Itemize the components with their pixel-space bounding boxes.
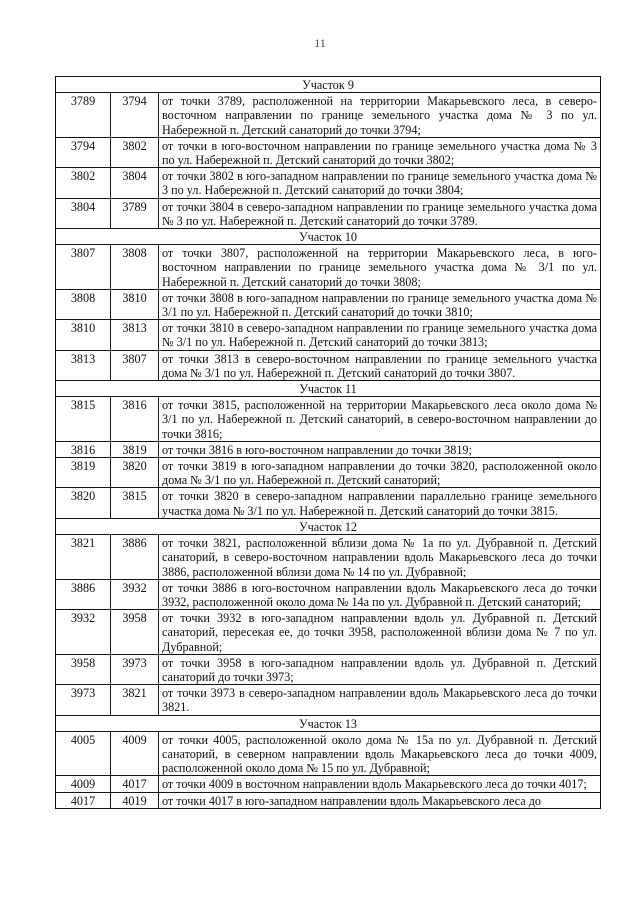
description-cell: от точки 3810 в северо-западном направлении по границе земельного участка дома № 3/1 по ул. Набережной п. Детский санаторий до точки 3813;: [159, 320, 601, 350]
description-cell: от точки 3958 в юго-западном направлении вдоль ул. Дубравной п. Детский санаторий до точки 3973;: [159, 654, 601, 684]
section-header-row: [56, 229, 601, 245]
from-point-cell: 3808: [56, 289, 111, 319]
description-cell: от точки 4005, расположенной около дома № 15а по ул. Дубравной п. Детский санаторий, в северном направлении вдоль Макарьевского леса до точки 4009, расположенной около дома № 15 по ул. Дубравной;: [159, 731, 601, 776]
to-point-cell: 3932: [111, 579, 159, 609]
section-title: Участок 13: [56, 715, 601, 731]
to-point-cell: 3815: [111, 488, 159, 518]
from-point-cell: 3802: [56, 168, 111, 198]
section-title: Участок 11: [56, 381, 601, 397]
description-cell: от точки 3820 в северо-западном направлении параллельно границе земельного участка дома № 3/1 по ул. Набережной п. Детский санаторий до точки 3815.: [159, 488, 601, 518]
description-cell: от точки в юго-восточном направлении по границе земельного участка дома № 3 по ул. Набережной п. Детский санаторий до точки 3802;: [159, 137, 601, 167]
section-header-row: [56, 77, 601, 93]
table-row: [56, 685, 601, 715]
table-row: [56, 731, 601, 776]
description-cell: от точки 3886 в юго-восточном направлении вдоль Макарьевского леса до точки 3932, расположенной около дома № 14а по ул. Дубравной п. Детский санаторий;: [159, 579, 601, 609]
from-point-cell: 3958: [56, 654, 111, 684]
description-cell: от точки 3819 в юго-западном направлении до точки 3820, расположенной около дома № 3/1 по ул. Набережной п. Детский санаторий;: [159, 458, 601, 488]
from-point-cell: 3810: [56, 320, 111, 350]
to-point-cell: 3807: [111, 350, 159, 380]
from-point-cell: 3886: [56, 579, 111, 609]
table-row: [56, 792, 601, 808]
description-cell: от точки 3804 в северо-западном направлении по границе земельного участка дома № 3 по ул. Набережной п. Детский санаторий до точки 3789.: [159, 198, 601, 228]
section-header-row: [56, 518, 601, 534]
description-cell: от точки 4009 в восточном направлении вдоль Макарьевского леса до точки 4017;: [159, 776, 601, 792]
table-row: [56, 245, 601, 290]
table-row: [56, 198, 601, 228]
page-number: 11: [314, 36, 326, 50]
description-cell: от точки 3813 в северо-восточном направлении по границе земельного участка дома № 3/1 по ул. Набережной п. Детский санаторий до точки 3807.: [159, 350, 601, 380]
table-row: [56, 654, 601, 684]
description-cell: от точки 3789, расположенной на территории Макарьевского леса, в северо-восточном направлении по границе земельного участка дома № 3 по ул. Набережной п. Детский санаторий до точки 3794;: [159, 93, 601, 138]
section-title: Участок 10: [56, 229, 601, 245]
to-point-cell: 3808: [111, 245, 159, 290]
table-row: [56, 610, 601, 655]
from-point-cell: 4005: [56, 731, 111, 776]
section-title: Участок 12: [56, 518, 601, 534]
from-point-cell: 3804: [56, 198, 111, 228]
description-cell: от точки 3816 в юго-восточном направлении до точки 3819;: [159, 441, 601, 457]
from-point-cell: 3815: [56, 397, 111, 442]
to-point-cell: 3819: [111, 441, 159, 457]
from-point-cell: 3807: [56, 245, 111, 290]
to-point-cell: 4019: [111, 792, 159, 808]
description-cell: от точки 3973 в северо-западном направлении вдоль Макарьевского леса до точки 3821.: [159, 685, 601, 715]
description-cell: от точки 3815, расположенной на территории Макарьевского леса около дома № 3/1 по ул. Набережной п. Детский санаторий, в северо-восточном направлении до точки 3816;: [159, 397, 601, 442]
table-body: [56, 77, 601, 809]
from-point-cell: 3816: [56, 441, 111, 457]
description-cell: от точки 3821, расположенной вблизи дома № 1а по ул. Дубравной п. Детский санаторий, в северо-восточном направлении вдоль Макарьевского леса до точки 3886, расположенной вблизи дома № 14 по ул. Дубравной;: [159, 535, 601, 580]
to-point-cell: 3958: [111, 610, 159, 655]
to-point-cell: 3821: [111, 685, 159, 715]
from-point-cell: 4009: [56, 776, 111, 792]
from-point-cell: 3819: [56, 458, 111, 488]
table-row: [56, 488, 601, 518]
table-row: [56, 776, 601, 792]
from-point-cell: 3789: [56, 93, 111, 138]
to-point-cell: 3804: [111, 168, 159, 198]
to-point-cell: 3810: [111, 289, 159, 319]
table-row: [56, 168, 601, 198]
to-point-cell: 3816: [111, 397, 159, 442]
to-point-cell: 3789: [111, 198, 159, 228]
description-cell: от точки 3932 в юго-западном направлении вдоль ул. Дубравной п. Детский санаторий, пересекая ее, до точки 3958, расположенной вблизи дома № 7 по ул. Дубравной;: [159, 610, 601, 655]
to-point-cell: 4009: [111, 731, 159, 776]
table-row: [56, 579, 601, 609]
table-row: [56, 350, 601, 380]
table-row: [56, 289, 601, 319]
from-point-cell: 3794: [56, 137, 111, 167]
table-row: [56, 441, 601, 457]
from-point-cell: 4017: [56, 792, 111, 808]
table-row: [56, 458, 601, 488]
table-row: [56, 397, 601, 442]
section-title: Участок 9: [56, 77, 601, 93]
description-cell: от точки 3807, расположенной на территории Макарьевского леса, в юго-восточном направлении по границе земельного участка дома № 3/1 по ул. Набережной п. Детский санаторий до точки 3808;: [159, 245, 601, 290]
to-point-cell: 3802: [111, 137, 159, 167]
table-row: [56, 137, 601, 167]
from-point-cell: 3932: [56, 610, 111, 655]
from-point-cell: 3821: [56, 535, 111, 580]
boundary-description-table: [55, 76, 601, 809]
to-point-cell: 3813: [111, 320, 159, 350]
from-point-cell: 3973: [56, 685, 111, 715]
to-point-cell: 3973: [111, 654, 159, 684]
from-point-cell: 3813: [56, 350, 111, 380]
table-row: [56, 320, 601, 350]
to-point-cell: 3820: [111, 458, 159, 488]
to-point-cell: 3794: [111, 93, 159, 138]
to-point-cell: 4017: [111, 776, 159, 792]
from-point-cell: 3820: [56, 488, 111, 518]
description-cell: от точки 3802 в юго-западном направлении по границе земельного участка дома № 3 по ул. Набережной п. Детский санаторий до точки 3804;: [159, 168, 601, 198]
table-row: [56, 535, 601, 580]
description-cell: от точки 3808 в юго-западном направлении по границе земельного участка дома № 3/1 по ул. Набережной п. Детский санаторий до точки 3810;: [159, 289, 601, 319]
section-header-row: [56, 381, 601, 397]
description-cell: от точки 4017 в юго-западном направлении вдоль Макарьевского леса до: [159, 792, 601, 808]
section-header-row: [56, 715, 601, 731]
table-row: [56, 93, 601, 138]
to-point-cell: 3886: [111, 535, 159, 580]
